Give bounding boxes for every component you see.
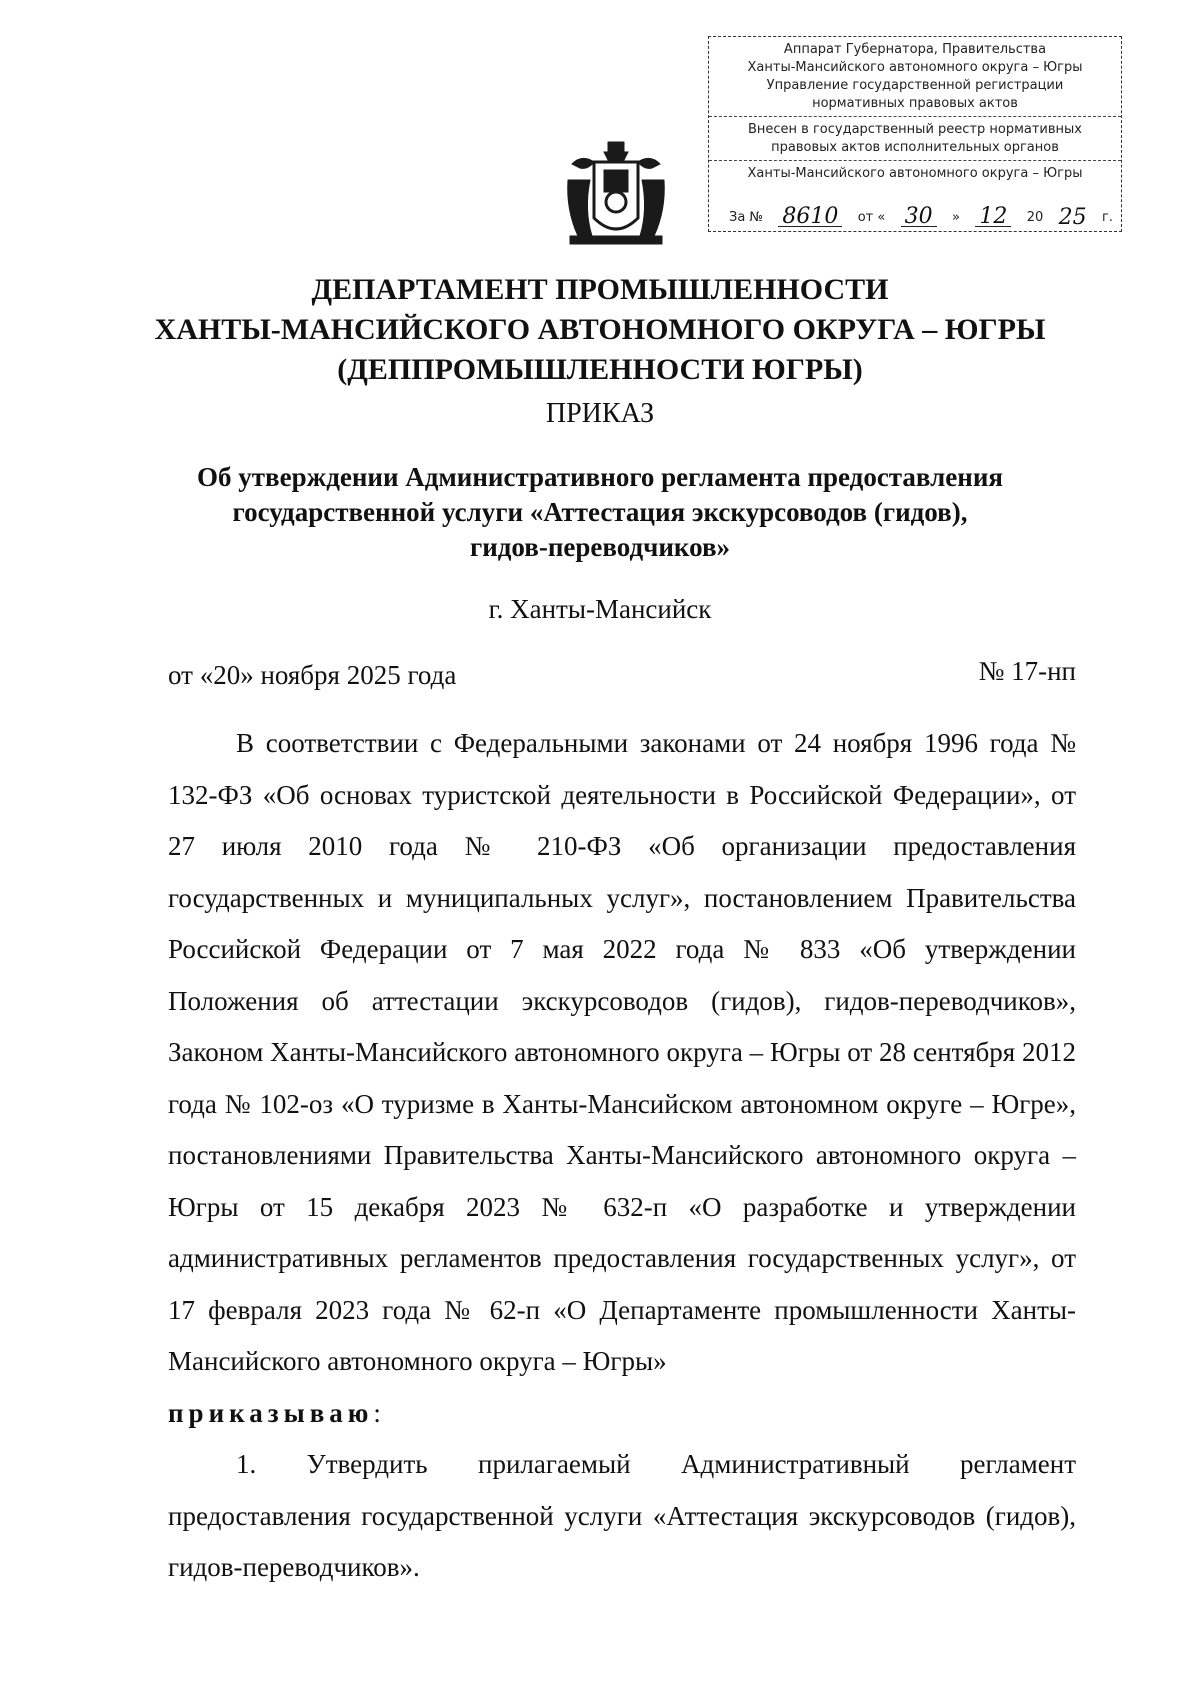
- stamp-reg-year: 25: [1058, 205, 1087, 230]
- stamp-divider: [709, 116, 1121, 117]
- subject-line: государственной услуги «Аттестация экскурсоводов (гидов),: [232, 497, 968, 527]
- order-word-line: [168, 1388, 1076, 1440]
- order-colon: :: [373, 1397, 381, 1428]
- subject-line: гидов-переводчиков»: [469, 532, 731, 562]
- department-line: ДЕПАРТАМЕНТ ПРОМЫШЛЕННОСТИ: [311, 273, 889, 306]
- order-word: приказываю: [168, 1397, 374, 1428]
- stamp-line: правовых актов исполнительных органов: [771, 140, 1059, 155]
- document-number: № 17-нп: [978, 656, 1076, 686]
- document-body: [168, 718, 1076, 1594]
- coat-of-arms-icon: [564, 140, 668, 250]
- document-subject: [0, 460, 1200, 565]
- preamble-text: В соответствии с Федеральными законами от 24 ноября 1996 года № 132-ФЗ «Об основах туристской деятельности в Российской Федерации», от 27 июля 2010 года № 210-ФЗ «Об организации предоставления государственных и муниципальных услуг», постановлением Правительства Российской Федерации от 7 мая 2022 года № 833 «Об утверждении Положения об аттестации экскурсоводов (гидов), гидов-переводчиков», Законом Ханты-Мансийского автономного округа – Югры от 28 сентября 2012 года № 102-оз «О туризме в Ханты-Мансийском автономном округе – Югре», постановлениями Правительства Ханты-Мансийского автономного округа – Югры от 15 декабря 2023 № 632-п «О разработке и утверждении административных регламентов предоставления государственных услуг», от 17 февраля 2023 года № 62-п «О Департаменте промышленности Ханты-Мансийского автономного округа – Югры»: [168, 728, 1076, 1376]
- document-type: ПРИКАЗ: [545, 398, 655, 429]
- stamp-line: Аппарат Губернатора, Правительства: [783, 42, 1047, 57]
- stamp-reg-number: 8610: [778, 208, 842, 227]
- order-item-text: 1. Утвердить прилагаемый Административный регламент предоставления государственной услуги «Аттестация экскурсоводов (гидов), гидов-переводчиков».: [168, 1449, 1076, 1582]
- registration-stamp: [708, 36, 1122, 232]
- stamp-reg-month: 12: [975, 208, 1011, 227]
- department-line: ХАНТЫ-МАНСИЙСКОГО АВТОНОМНОГО ОКРУГА – ЮГРЫ: [154, 313, 1046, 346]
- preamble-paragraph: [168, 718, 1076, 1388]
- stamp-registration-line: [729, 203, 1113, 230]
- stamp-line: Управление государственной регистрации: [766, 78, 1064, 93]
- stamp-line: нормативных правовых актов: [812, 96, 1018, 111]
- stamp-reg-prefix: За №: [729, 210, 763, 225]
- city: г. Ханты-Мансийск: [488, 594, 712, 624]
- department-name: [0, 270, 1200, 390]
- stamp-line: Ханты-Мансийского автономного округа – Югры: [747, 166, 1083, 181]
- stamp-reg-from: от «: [857, 210, 886, 225]
- subject-line: Об утверждении Административного регламента предоставления: [197, 462, 1003, 492]
- stamp-reg-close: »: [952, 210, 960, 225]
- stamp-divider: [709, 160, 1121, 161]
- stamp-reg-century: 20: [1026, 210, 1044, 225]
- order-item-1: [168, 1439, 1076, 1594]
- stamp-reg-day: 30: [901, 208, 937, 227]
- document-date: от «20» ноября 2025 года: [168, 660, 457, 690]
- stamp-line: Ханты-Мансийского автономного округа – Югры: [747, 60, 1083, 75]
- stamp-reg-suffix: г.: [1101, 210, 1113, 225]
- department-line: (ДЕППРОМЫШЛЕННОСТИ ЮГРЫ): [337, 353, 863, 386]
- stamp-line: Внесен в государственный реестр нормативных: [747, 122, 1082, 137]
